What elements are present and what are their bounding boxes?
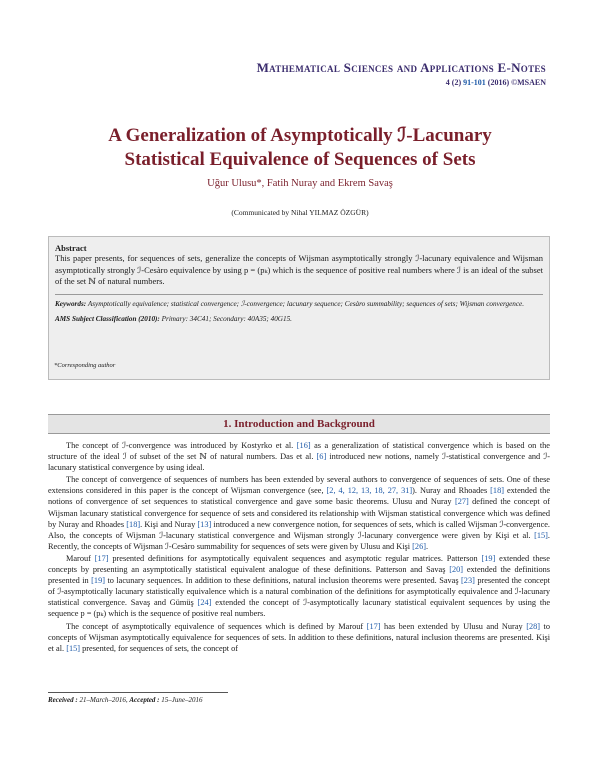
keywords: [55, 300, 543, 310]
title-line-2: Statistical Equivalence of Sequences of Sets: [124, 149, 476, 170]
abstract-heading: Abstract: [55, 243, 87, 253]
citation-link[interactable]: [28]: [526, 621, 541, 631]
text-run: Marouf: [66, 553, 95, 563]
abstract-box: [48, 236, 550, 380]
text-run: extended the notions of convergence of set sequences to statistical convergence and gave some basic theorems. Ulusu and Nuray: [48, 486, 551, 507]
section-heading: 1. Introduction and Background: [48, 414, 550, 434]
citation-link[interactable]: [2, 4, 12, 13, 18, 27, 31]: [326, 486, 413, 496]
text-run: defined the concept of Wijsman lacunary statistical convergence for sequence of sets and considered its relationship with Wijsman statistical convergence which was defined by Nuray and Rhoades: [48, 497, 550, 529]
text-run: extended the concept of ℐ-asymptotically lacunary statistical equivalent sequences by using the sequence p = (pₖ) which is the sequence of positive real numbers.: [48, 598, 550, 619]
paper-title: [40, 124, 560, 172]
received-date: 21–March–2016,: [79, 696, 128, 704]
journal-header: [257, 60, 546, 87]
text-run: extended these concepts by presenting an asymptotically statistical equivalent analogue of these definitions. Patterson and Savaş: [48, 553, 550, 575]
text-run: presented the concept of ℐ-asymptotically lacunary statistically equivalence which is a natural combination of the definitions for asymptotically equivalence and ℐ-lacunary statistical convergence. Savaş and Gümüş: [48, 576, 550, 608]
volume-prefix: 4 (2): [445, 78, 462, 87]
corresponding-author-note: *Corresponding author: [54, 362, 116, 369]
text-run: presented definitions for asymptotically equivalent sequences and asymptotic regular matrices. Patterson: [108, 553, 482, 563]
ams-text: Primary: 34C41; Secondary: 40A35; 40G15.: [161, 314, 292, 323]
text-run: .: [426, 541, 429, 551]
text-run: introduced new notions, namely ℐ-statistical convergence and ℐ-lacunary statistical convergence by using ideal.: [48, 452, 550, 473]
communicated-by: (Communicated by Nihal YILMAZ ÖZGÜR): [231, 208, 369, 217]
text-run: . Recently, the concepts of Wijsman ℐ-Cesàro summability for sequences of sets were given by Ulusu and Kişi: [48, 530, 550, 551]
citation-link[interactable]: [19]: [91, 576, 105, 586]
citation-link[interactable]: [15]: [534, 530, 548, 540]
abstract-text: This paper presents, for sequences of sets, generalize the concepts of Wijsman asymptotically strongly ℐ-lacunary equivalence and Wijsman asymptotically strongly ℐ-Cesàro equivalence by using p = (pₖ) which is the sequence of positive real numbers where ℐ is an ideal of the subset of the set ℕ of natural numbers.: [55, 253, 543, 287]
text-run: ). Nuray and Rhoades: [412, 486, 491, 496]
citation-link[interactable]: [18]: [490, 486, 504, 496]
paragraph-1: [48, 440, 550, 473]
text-run: presented, for sequences of sets, the concept of: [80, 643, 239, 653]
text-run: The concept of asymptotically equivalence of sequences which is defined by Marouf: [66, 621, 367, 631]
abstract-divider: [55, 294, 543, 295]
paragraph-3: [48, 553, 550, 620]
body-text: [48, 440, 550, 655]
ams-classification: [55, 315, 543, 323]
citation-link[interactable]: [16]: [296, 441, 311, 450]
page-range-link[interactable]: 91-101: [463, 78, 486, 87]
citation-link[interactable]: [6]: [316, 452, 327, 462]
citation-link[interactable]: [27]: [454, 497, 469, 507]
paragraph-2: [48, 474, 550, 552]
dates-footer: [48, 696, 202, 704]
text-run: The concept of convergence of sequences of numbers has been extended by several authors to convergence of sequences of sets. One of these extensions considered in this paper is the concept of Wijsman convergence (see,: [48, 475, 550, 496]
keywords-label: Keywords:: [55, 299, 87, 308]
journal-name: Mathematical Sciences and Applications E-Notes: [256, 60, 546, 75]
citation-link[interactable]: [20]: [449, 565, 464, 575]
year-publisher: (2016) ©MSAEN: [487, 78, 546, 87]
text-run: . Kişi and Nuray: [140, 519, 198, 529]
accepted-date: 15–June–2016: [161, 696, 203, 704]
keywords-text: Asymptotically equivalence; statistical convergence; ℐ-convergence; lacunary sequence; Cesàro summability; sequences of sets; Wijsman convergence.: [87, 299, 525, 308]
citation-link[interactable]: [24]: [197, 598, 212, 608]
received-label: Received :: [48, 696, 78, 704]
citation-link[interactable]: [18]: [126, 519, 141, 529]
footer-divider: [48, 692, 228, 693]
citation-link[interactable]: [13]: [197, 519, 212, 529]
citation-link[interactable]: [17]: [94, 553, 109, 563]
text-run: has been extended by Ulusu and Nuray: [380, 621, 527, 631]
journal-volume: [257, 78, 546, 87]
citation-link[interactable]: [19]: [481, 553, 496, 563]
text-run: to concepts of Wijsman asymptotically equivalence for sequences of sets. In addition to these definitions, natural inclusion theorems are presented. Kişi et al.: [48, 621, 550, 653]
text-run: The concept of ℐ-convergence was introduced by Kostyrko et al.: [66, 441, 297, 450]
accepted-label: Accepted :: [129, 696, 160, 704]
citation-link[interactable]: [26]: [412, 541, 426, 551]
text-run: introduced a new convergence notion, for sequences of sets, which is called Wijsman ℐ-convergence. Also, the concepts of Wijsman ℐ-lacunary statistical convergence and Wijsman strongly ℐ-lacunary convergence were given by Kişi et al.: [48, 519, 551, 540]
ams-label: AMS Subject Classification (2010):: [55, 314, 160, 323]
citation-link[interactable]: [23]: [461, 576, 475, 586]
citation-link[interactable]: [15]: [66, 643, 81, 653]
text-run: as a generalization of statistical convergence which is based on the structure of the ideal ℐ of subset of the set ℕ of natural numbers. Das et al.: [48, 441, 550, 462]
text-run: extended the definitions presented in: [48, 565, 550, 586]
text-run: to lacunary sequences. In addition to these definitions, natural inclusion theorems were presented. Savaş: [105, 576, 462, 586]
authors: Uğur Ulusu*, Fatih Nuray and Ekrem Savaş: [207, 178, 393, 189]
citation-link[interactable]: [17]: [366, 621, 381, 631]
paragraph-4: [48, 621, 550, 654]
title-line-1: A Generalization of Asymptotically ℐ-Lacunary: [108, 125, 492, 146]
